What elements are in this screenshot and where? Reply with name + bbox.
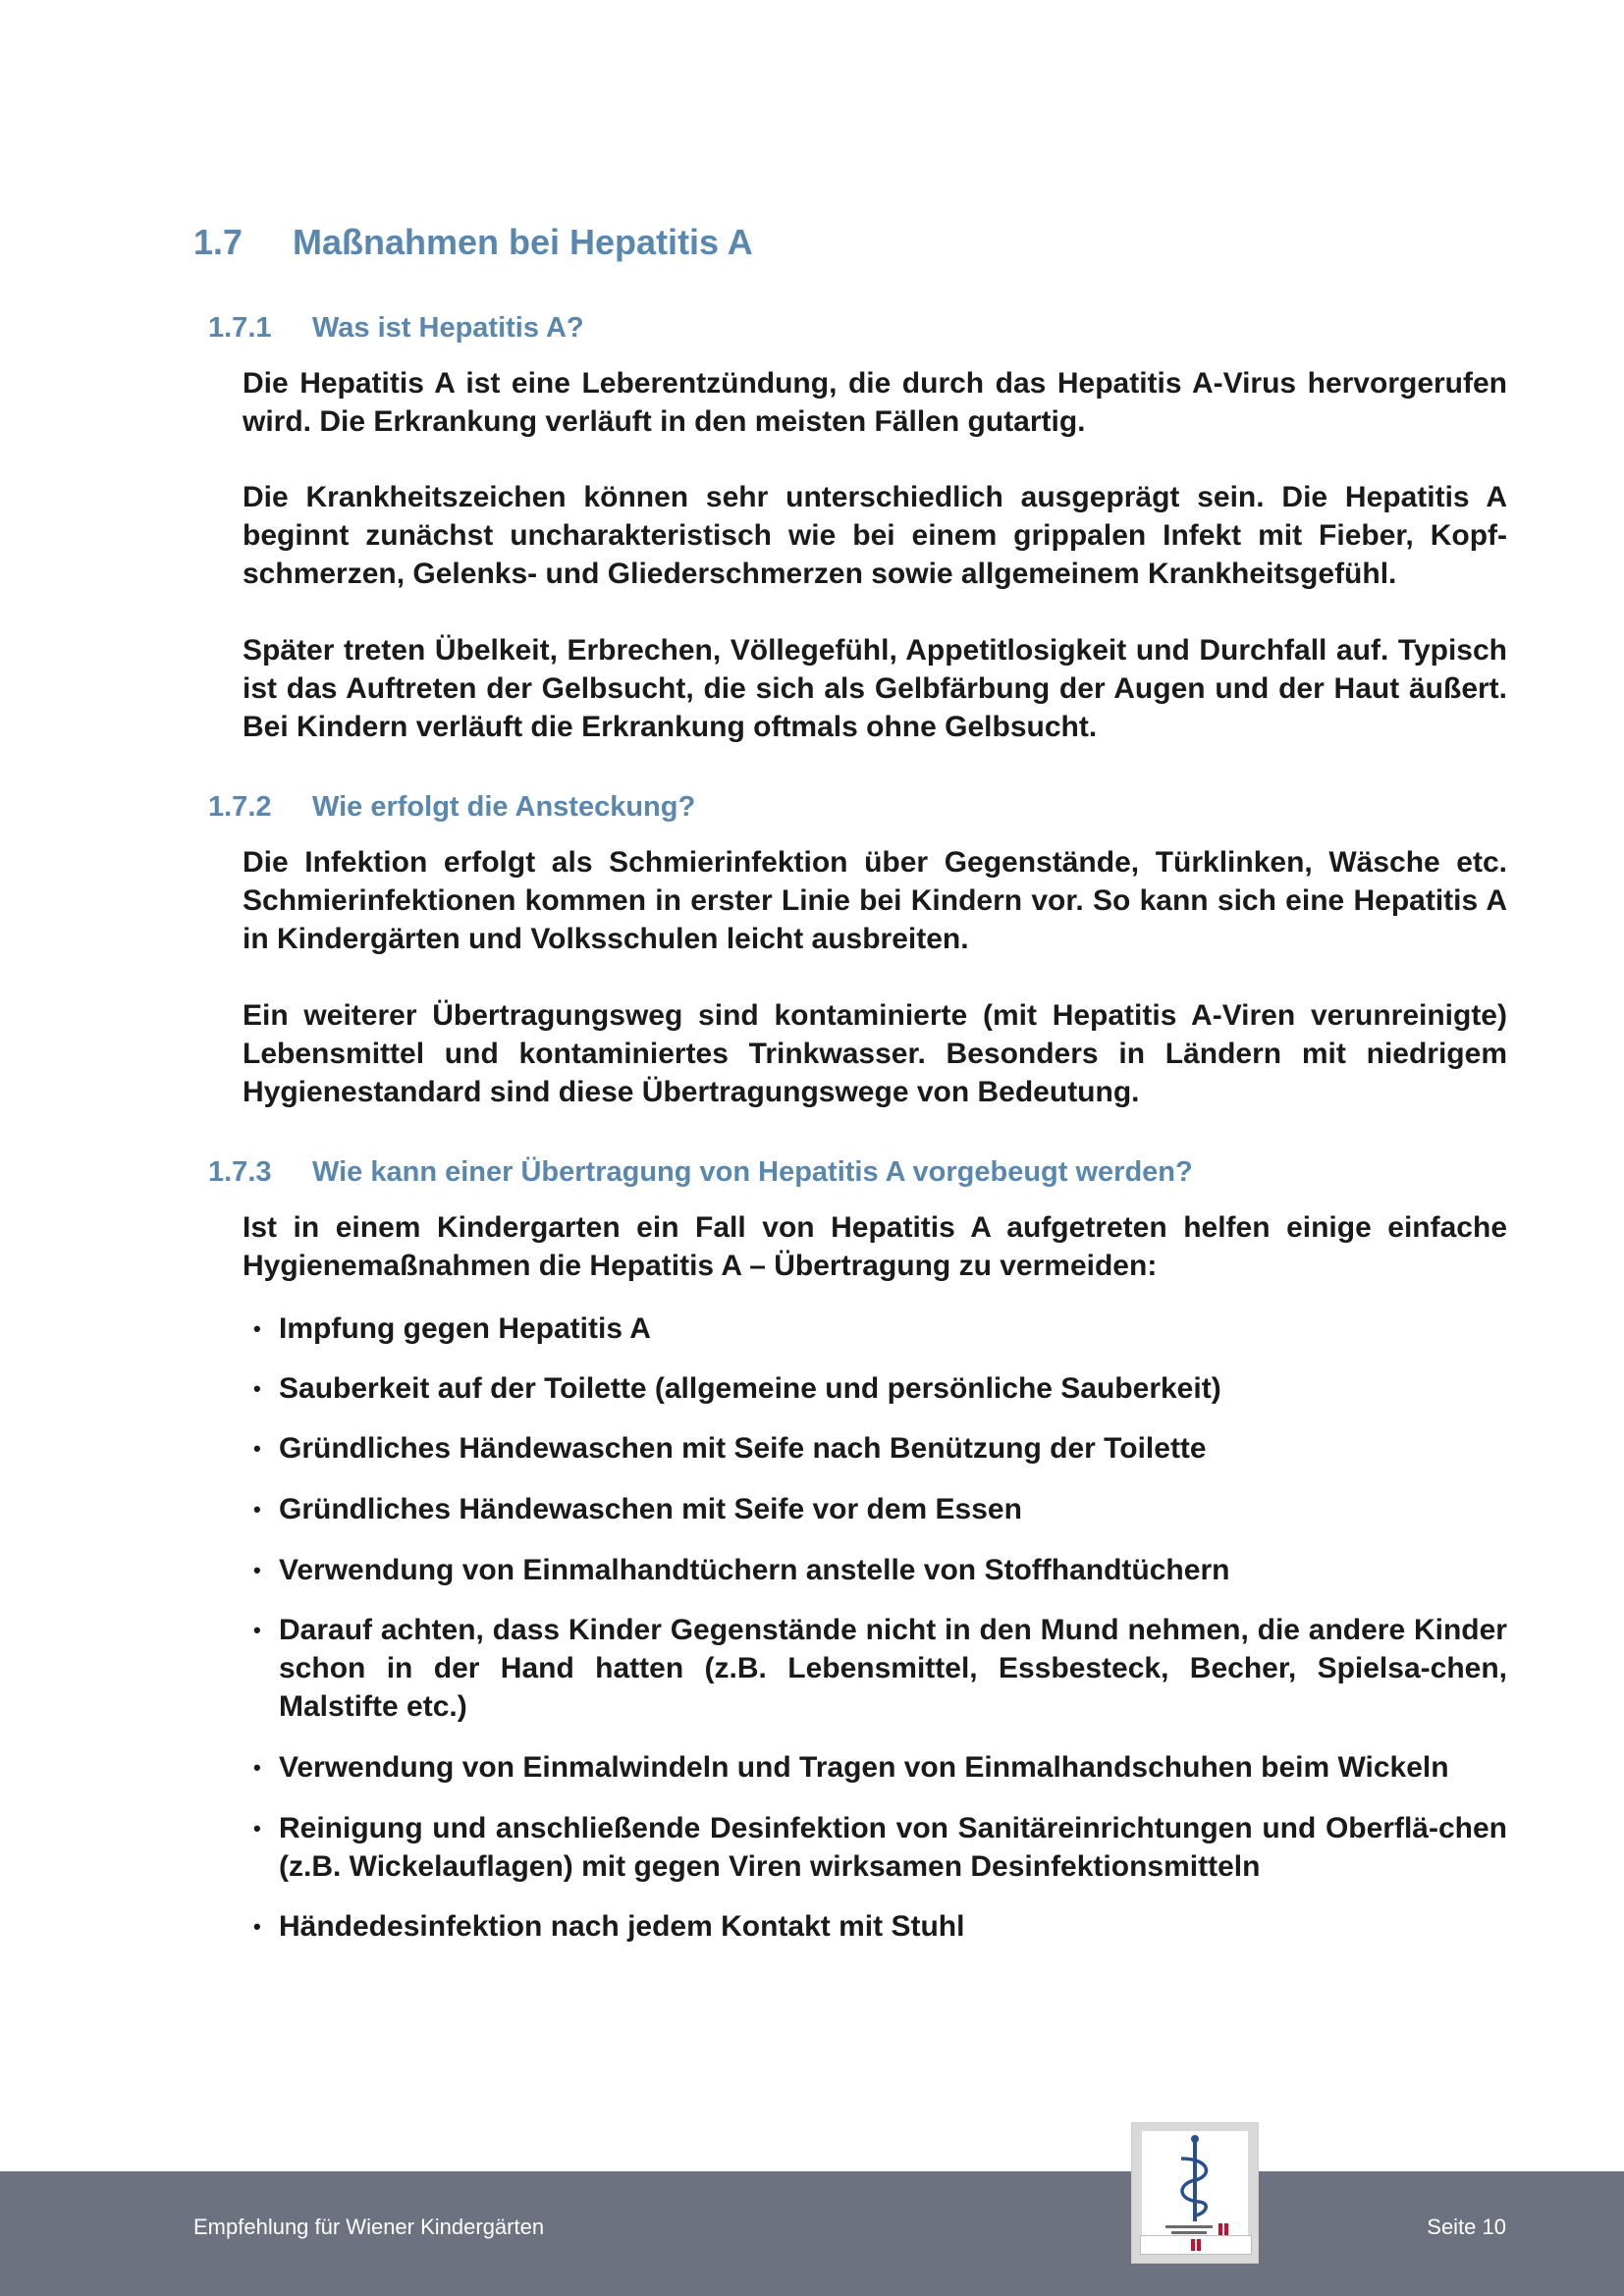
paragraph-transmission: Ein weiterer Übertragungsweg sind kontaminierte (mit Hepatitis A-Viren verunreinigte) Lebensmittel und kontaminiertes Trinkwasser. Besonders in Ländern mit niedrigem Hygienestandard sind diese Übertragungswege von Bedeutung. (243, 999, 1507, 1108)
subheading-title: Wie erfolgt die Ansteckung? (312, 791, 696, 823)
bullet-icon: • (253, 1755, 261, 1780)
gesundheitsdienst-logo (1131, 2122, 1259, 2264)
bullet-icon: • (253, 1558, 261, 1582)
heading-title: Maßnahmen bei Hepatitis A (293, 222, 753, 262)
bullet-icon: • (253, 1376, 261, 1401)
paragraph-symptoms: Die Krankheitszeichen können sehr unterschiedlich ausgeprägt sein. Die Hepatitis A beginnt zunächst uncharakteristisch wie bei einem grippalen Infekt mit Fieber, Kopf-schmerzen, Gelenks- und Gliederschmerzen sowie allgemeinem Krankheitsgefühl. (243, 481, 1507, 590)
list-item: • Händedesinfektion nach jedem Kontakt mit Stuhl (253, 1907, 1507, 1946)
bullet-icon: • (253, 1914, 261, 1939)
subheading-number: 1.7.1 (208, 312, 272, 344)
list-item: • Gründliches Händewaschen mit Seife vor dem Essen (253, 1490, 1507, 1528)
subheading-1-7-3 (208, 1156, 1193, 1189)
list-item: • Darauf achten, dass Kinder Gegenstände nicht in den Mund nehmen, die andere Kinder schon in der Hand hatten (z.B. Lebensmittel, Essbesteck, Becher, Spielsa-chen, Malstifte etc.) (253, 1611, 1507, 1726)
list-item: • Gründliches Händewaschen mit Seife nach Benützung der Toilette (253, 1429, 1507, 1468)
logo-strip (1140, 2235, 1252, 2255)
bullet-icon: • (253, 1497, 261, 1522)
vienna-crest-icon (1141, 2236, 1251, 2254)
bullet-icon: • (253, 1816, 261, 1841)
paragraph-infection: Die Infektion erfolgt als Schmierinfektion über Gegenstände, Türklinken, Wäsche etc. Schmierinfektionen kommen in erster Linie bei Kindern vor. So kann sich eine Hepatitis A in Kindergärten und Volksschulen leicht ausbreiten. (243, 846, 1507, 955)
subheading-1-7-2 (208, 791, 695, 824)
paragraph-later-symptoms: Später treten Übelkeit, Erbrechen, Völlegefühl, Appetitlosigkeit und Durchfall auf. Typisch ist das Auftreten der Gelbsucht, die sich als Gelbfärbung der Augen und der Haut äußert. Bei Kindern verläuft die Erkrankung oftmals ohne Gelbsucht. (243, 634, 1507, 743)
aesculap-staff-icon (1142, 2131, 1248, 2241)
list-item: • Verwendung von Einmalhandtüchern anstelle von Stoffhandtüchern (253, 1551, 1507, 1589)
heading-number: 1.7 (193, 222, 244, 262)
subheading-title: Wie kann einer Übertragung von Hepatitis A vorgebeugt werden? (312, 1156, 1193, 1188)
list-item: • Verwendung von Einmalwindeln und Tragen von Einmalhandschuhen beim Wickeln (253, 1748, 1507, 1787)
list-item: • Impfung gegen Hepatitis A (253, 1309, 1507, 1348)
subheading-title: Was ist Hepatitis A? (312, 312, 584, 344)
subheading-number: 1.7.2 (208, 791, 272, 823)
section-heading-1-7 (193, 222, 753, 263)
paragraph-prevention-intro: Ist in einem Kindergarten ein Fall von Hepatitis A aufgetreten helfen einige einfache Hygienemaßnahmen die Hepatitis A – Übertragung zu vermeiden: (243, 1211, 1507, 1282)
subheading-number: 1.7.3 (208, 1156, 272, 1188)
bullet-icon: • (253, 1316, 261, 1341)
bullet-icon: • (253, 1618, 261, 1642)
bullet-icon: • (253, 1436, 261, 1461)
list-item: • Reinigung und anschließende Desinfektion von Sanitäreinrichtungen und Oberflä-chen (z.B. Wickelauflagen) mit gegen Viren wirksamen Desinfektionsmitteln (253, 1809, 1507, 1886)
subheading-1-7-1 (208, 312, 584, 345)
footer-document-title: Empfehlung für Wiener Kindergärten (193, 2215, 545, 2239)
footer-page-number: Seite 10 (1427, 2215, 1506, 2239)
paragraph-definition: Die Hepatitis A ist eine Leberentzündung, die durch das Hepatitis A-Virus hervorgerufen wird. Die Erkrankung verläuft in den meisten Fällen gutartig. (243, 367, 1507, 438)
list-item: • Sauberkeit auf der Toilette (allgemeine und persönliche Sauberkeit) (253, 1369, 1507, 1408)
